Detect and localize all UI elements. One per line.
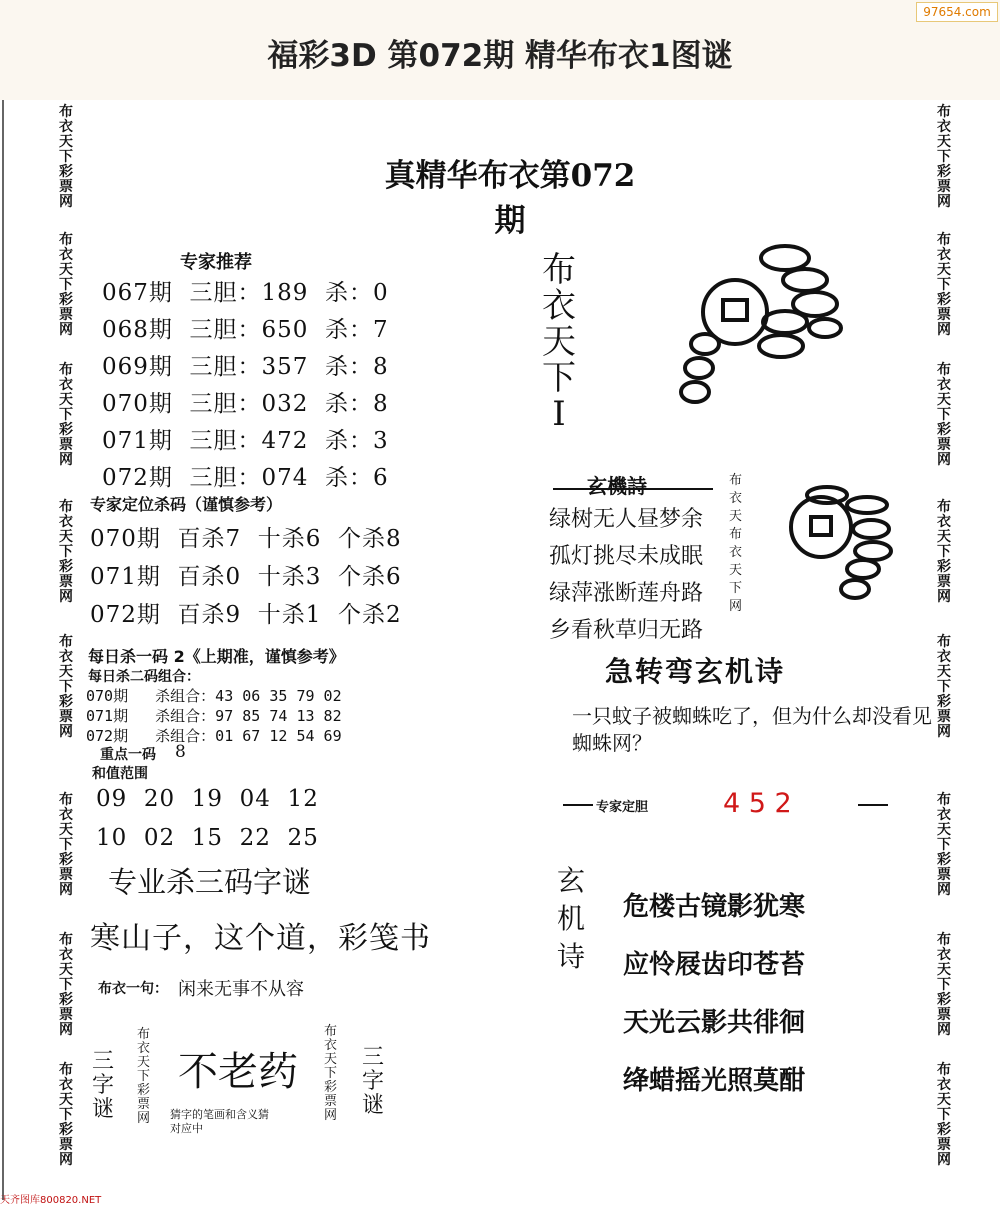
small-vert-2-col-char: 天 <box>323 1052 337 1067</box>
poem-line: 绿树无人昼梦余 <box>549 507 704 532</box>
side-label-char: 下 <box>59 1107 73 1123</box>
poem-vert-col-char: 天 <box>728 563 742 578</box>
kill-heading: 专家定位杀码（谨慎参考） <box>90 495 283 514</box>
side-label-char: 布 <box>937 232 951 248</box>
small-vert-2-col-char: 彩 <box>323 1080 337 1095</box>
side-label-char: 衣 <box>59 1077 73 1093</box>
right-vtitle-col-char: 衣 <box>542 286 576 326</box>
side-label <box>55 363 77 468</box>
poster-title: 真精华布衣第072期 <box>384 158 636 239</box>
side-label-char: 网 <box>59 1152 73 1168</box>
side-label-char: 网 <box>59 882 73 898</box>
side-label-char: 彩 <box>59 559 73 575</box>
poem-line: 孤灯挑尽未成眠 <box>549 544 704 569</box>
side-label-char: 布 <box>937 792 951 808</box>
side-label-char: 票 <box>937 179 951 195</box>
side-label <box>933 105 955 210</box>
expert-row: 070期 三胆：032 杀：8 <box>102 391 389 417</box>
daily-line2: 每日杀二码组合： <box>88 669 200 685</box>
watermark: 97654.com <box>916 2 998 22</box>
side-label-char: 天 <box>937 262 951 278</box>
side-label <box>933 933 955 1038</box>
side-label-char: 网 <box>937 1152 951 1168</box>
side-label-char: 衣 <box>937 377 951 393</box>
side-label-char: 衣 <box>59 377 73 393</box>
side-label <box>55 635 77 740</box>
left-border <box>2 100 4 1200</box>
poem-vert-col-char: 布 <box>728 473 742 488</box>
side-label-char: 下 <box>937 679 951 695</box>
side-label-char: 下 <box>59 679 73 695</box>
side-label-char: 网 <box>937 194 951 210</box>
side-label-char: 衣 <box>937 947 951 963</box>
side-label-char: 布 <box>59 1062 73 1078</box>
sanzi-left-col <box>90 1050 116 1122</box>
one-label: 布衣一句： <box>98 981 168 997</box>
sum-row-2: 10 02 15 22 25 <box>96 825 319 851</box>
daily-row: 070期 杀组合：43 06 35 79 02 <box>86 687 342 705</box>
side-label-char: 天 <box>59 529 73 545</box>
side-label-char: 下 <box>59 407 73 423</box>
side-label-char: 布 <box>937 104 951 120</box>
sum-row-1: 09 20 19 04 12 <box>96 786 319 812</box>
sanzi-right-col <box>360 1046 386 1118</box>
small-vert-1-col <box>135 1028 152 1126</box>
side-label-char: 票 <box>937 574 951 590</box>
side-label-char: 网 <box>59 589 73 605</box>
kill-row: 071期 百杀0 十杀3 个杀6 <box>90 564 402 590</box>
xj-poem-line: 绛蜡摇光照莫酣 <box>623 1066 806 1096</box>
side-label-char: 天 <box>937 1092 951 1108</box>
small-vert-1-col-char: 衣 <box>136 1041 150 1056</box>
side-label-char: 天 <box>59 392 73 408</box>
side-label-char: 布 <box>937 932 951 948</box>
side-label-char: 下 <box>937 1107 951 1123</box>
side-label-char: 彩 <box>59 694 73 710</box>
side-label-char: 彩 <box>937 292 951 308</box>
jzw-title: 急转弯玄机诗 <box>605 655 786 688</box>
small-vert-1-col-char: 票 <box>136 1097 150 1112</box>
side-label-char: 下 <box>937 544 951 560</box>
side-label-char: 天 <box>59 822 73 838</box>
poem-vert-col-char: 网 <box>728 599 742 614</box>
side-label-char: 彩 <box>937 852 951 868</box>
footer: 天齐图库800820.NET <box>0 1195 102 1206</box>
key-value: 8 <box>175 742 186 762</box>
side-label-char: 票 <box>937 437 951 453</box>
right-vtitle-col-char: 天 <box>542 322 576 362</box>
side-label-char: 布 <box>59 499 73 515</box>
right-vtitle-col <box>540 252 578 432</box>
side-label-char: 彩 <box>59 1122 73 1138</box>
side-label-char: 票 <box>59 1007 73 1023</box>
side-label-char: 网 <box>59 724 73 740</box>
sanzi-left-col-char: 三 <box>91 1049 114 1074</box>
side-label-char: 下 <box>937 977 951 993</box>
side-label-char: 票 <box>59 1137 73 1153</box>
sanzi-left-col-char: 字 <box>91 1073 114 1098</box>
sanzi-right-col-char: 谜 <box>361 1093 384 1118</box>
side-label-char: 天 <box>59 1092 73 1108</box>
expert-row: 069期 三胆：357 杀：8 <box>102 354 389 380</box>
poem-line: 绿萍涨断莲舟路 <box>549 581 704 606</box>
side-label <box>933 635 955 740</box>
small-vert-1-col-char: 彩 <box>136 1083 150 1098</box>
doodle-coins-1 <box>665 240 865 420</box>
expert-heading: 专家推荐 <box>180 252 252 273</box>
poem-vert-col-char: 衣 <box>728 491 742 506</box>
side-label-char: 布 <box>937 634 951 650</box>
side-label-char: 下 <box>937 407 951 423</box>
side-label-char: 衣 <box>937 514 951 530</box>
side-label-char: 布 <box>59 792 73 808</box>
side-label <box>55 105 77 210</box>
side-label-char: 网 <box>937 724 951 740</box>
page-title: 福彩3D 第072期 精华布衣1图谜 <box>267 38 733 74</box>
sanzi-right-col-char: 三 <box>361 1045 384 1070</box>
daily-row: 072期 杀组合：01 67 12 54 69 <box>86 727 342 745</box>
side-label-char: 布 <box>59 104 73 120</box>
poem-vert-col <box>727 472 744 616</box>
side-label-char: 下 <box>59 149 73 165</box>
side-label-char: 网 <box>937 322 951 338</box>
poem-title: 玄機詩 <box>587 474 647 498</box>
daily-row: 071期 杀组合：97 85 74 13 82 <box>86 707 342 725</box>
side-label-char: 天 <box>59 134 73 150</box>
kill-row: 070期 百杀7 十杀6 个杀8 <box>90 526 402 552</box>
side-label-char: 衣 <box>59 247 73 263</box>
side-label-char: 衣 <box>59 807 73 823</box>
right-vtitle-col-char: 下 <box>542 358 576 398</box>
side-label <box>933 793 955 898</box>
side-label-char: 布 <box>59 362 73 378</box>
side-label-char: 彩 <box>59 164 73 180</box>
xj-poem-line: 天光云影共徘徊 <box>623 1008 806 1038</box>
right-vtitle-col-char: 布 <box>542 250 576 290</box>
side-label-char: 彩 <box>937 559 951 575</box>
dingdan-line-left <box>563 804 593 806</box>
side-label-char: 衣 <box>937 807 951 823</box>
side-label-char: 网 <box>937 1022 951 1038</box>
small-vert-2-col-char: 布 <box>323 1024 337 1039</box>
side-label-char: 天 <box>937 962 951 978</box>
side-label-char: 票 <box>937 709 951 725</box>
side-label-char: 天 <box>59 262 73 278</box>
poem-vert-col-char: 衣 <box>728 545 742 560</box>
side-label <box>933 500 955 605</box>
side-label <box>55 793 77 898</box>
side-label-char: 票 <box>59 574 73 590</box>
poem-vert-col-char: 布 <box>728 527 742 542</box>
side-label <box>55 233 77 338</box>
side-label-char: 彩 <box>937 992 951 1008</box>
small-vert-2-col-char: 网 <box>323 1108 337 1123</box>
one-text: 闲来无事不从容 <box>178 979 304 1000</box>
small-vert-2-col-char: 下 <box>323 1066 337 1081</box>
side-label-char: 下 <box>937 277 951 293</box>
xj-label-col-char: 机 <box>556 902 585 935</box>
dingdan-line-right <box>858 804 888 806</box>
expert-row: 072期 三胆：074 杀：6 <box>102 465 389 491</box>
riddle-hint: 猜字的笔画和含义猜 对应中 <box>170 1108 269 1135</box>
doodle-coins-2 <box>775 485 905 605</box>
xj-label-col <box>555 862 587 976</box>
side-label-char: 衣 <box>937 247 951 263</box>
side-label-char: 下 <box>937 149 951 165</box>
side-label-char: 天 <box>937 664 951 680</box>
side-label-char: 票 <box>59 179 73 195</box>
xj-label-col-char: 玄 <box>556 864 585 897</box>
dingdan-label: 专家定胆 <box>596 800 649 815</box>
side-label-char: 下 <box>59 837 73 853</box>
side-label-char: 彩 <box>59 992 73 1008</box>
side-label-char: 票 <box>59 867 73 883</box>
riddle-heading: 专业杀三码字谜 <box>108 865 312 899</box>
side-label <box>933 363 955 468</box>
side-label <box>55 500 77 605</box>
side-label-char: 天 <box>59 962 73 978</box>
side-label <box>933 233 955 338</box>
small-vert-1-col-char: 布 <box>136 1027 150 1042</box>
side-label-char: 网 <box>59 452 73 468</box>
poem-vert-col-char: 下 <box>728 581 742 596</box>
side-label-char: 彩 <box>937 164 951 180</box>
poem-vert-col-char: 天 <box>728 509 742 524</box>
side-label-char: 网 <box>59 194 73 210</box>
side-label-char: 彩 <box>937 694 951 710</box>
side-label-char: 天 <box>937 134 951 150</box>
side-label-char: 天 <box>59 664 73 680</box>
side-label <box>55 1063 77 1168</box>
side-label-char: 网 <box>937 452 951 468</box>
side-label-char: 下 <box>937 837 951 853</box>
side-label-char: 彩 <box>59 422 73 438</box>
side-label-char: 布 <box>937 499 951 515</box>
side-label-char: 下 <box>59 277 73 293</box>
side-label-char: 彩 <box>59 292 73 308</box>
small-vert-2-col <box>322 1025 339 1123</box>
small-vert-1-col-char: 天 <box>136 1055 150 1070</box>
side-label-char: 网 <box>937 589 951 605</box>
side-label-char: 票 <box>59 709 73 725</box>
sanzi-left-col-char: 谜 <box>91 1097 114 1122</box>
side-label-char: 票 <box>59 307 73 323</box>
side-label-char: 布 <box>59 634 73 650</box>
side-label-char: 网 <box>59 322 73 338</box>
sanzi-right-col-char: 字 <box>361 1069 384 1094</box>
jzw-text: 一只蚊子被蜘蛛吃了，但为什么却没看见蜘蛛网？ <box>572 704 932 755</box>
side-label-char: 票 <box>937 307 951 323</box>
side-label-char: 彩 <box>937 422 951 438</box>
side-label-char: 布 <box>59 232 73 248</box>
small-vert-1-col-char: 下 <box>136 1069 150 1084</box>
xj-label-col-char: 诗 <box>556 940 585 973</box>
side-label-char: 天 <box>937 392 951 408</box>
side-label-char: 衣 <box>937 649 951 665</box>
side-label-char: 布 <box>937 362 951 378</box>
side-label-char: 衣 <box>59 514 73 530</box>
side-label-char: 衣 <box>937 1077 951 1093</box>
xj-poem-line: 危楼古镜影犹寒 <box>623 892 806 922</box>
side-label <box>55 933 77 1038</box>
side-label-char: 票 <box>937 1137 951 1153</box>
side-label-char: 票 <box>937 867 951 883</box>
xj-poem-line: 应怜屐齿印苍苔 <box>623 950 806 980</box>
side-label-char: 衣 <box>59 119 73 135</box>
side-label-char: 下 <box>59 977 73 993</box>
daily-line1: 每日杀一码 2《上期准，谨慎参考》 <box>88 647 345 666</box>
riddle-big: 不老药 <box>178 1049 298 1095</box>
side-label-char: 衣 <box>59 947 73 963</box>
expert-row: 071期 三胆：472 杀：3 <box>102 428 389 454</box>
key-label: 重点一码 <box>100 747 156 763</box>
side-label-char: 天 <box>937 529 951 545</box>
side-label-char: 票 <box>59 437 73 453</box>
side-label <box>933 1063 955 1168</box>
expert-row: 068期 三胆：650 杀：7 <box>102 317 389 343</box>
side-label-char: 衣 <box>59 649 73 665</box>
side-label-char: 天 <box>937 822 951 838</box>
side-label-char: 下 <box>59 544 73 560</box>
small-vert-2-col-char: 衣 <box>323 1038 337 1053</box>
side-label-char: 彩 <box>937 1122 951 1138</box>
side-label-char: 衣 <box>937 119 951 135</box>
side-label-char: 网 <box>937 882 951 898</box>
side-label-char: 布 <box>937 1062 951 1078</box>
side-label-char: 票 <box>937 1007 951 1023</box>
dingdan-value: 4 5 2 <box>723 788 792 819</box>
side-label-char: 彩 <box>59 852 73 868</box>
small-vert-1-col-char: 网 <box>136 1111 150 1126</box>
expert-row: 067期 三胆：189 杀：0 <box>102 280 389 306</box>
side-label-char: 布 <box>59 932 73 948</box>
small-vert-2-col-char: 票 <box>323 1094 337 1109</box>
sum-label: 和值范围 <box>92 766 148 782</box>
kill-row: 072期 百杀9 十杀1 个杀2 <box>90 602 402 628</box>
side-label-char: 网 <box>59 1022 73 1038</box>
right-vtitle-col-char: Ⅰ <box>552 394 566 434</box>
poem-line: 乡看秋草归无路 <box>549 618 704 643</box>
riddle-text: 寒山子，这个道，彩笺书 <box>90 921 431 956</box>
